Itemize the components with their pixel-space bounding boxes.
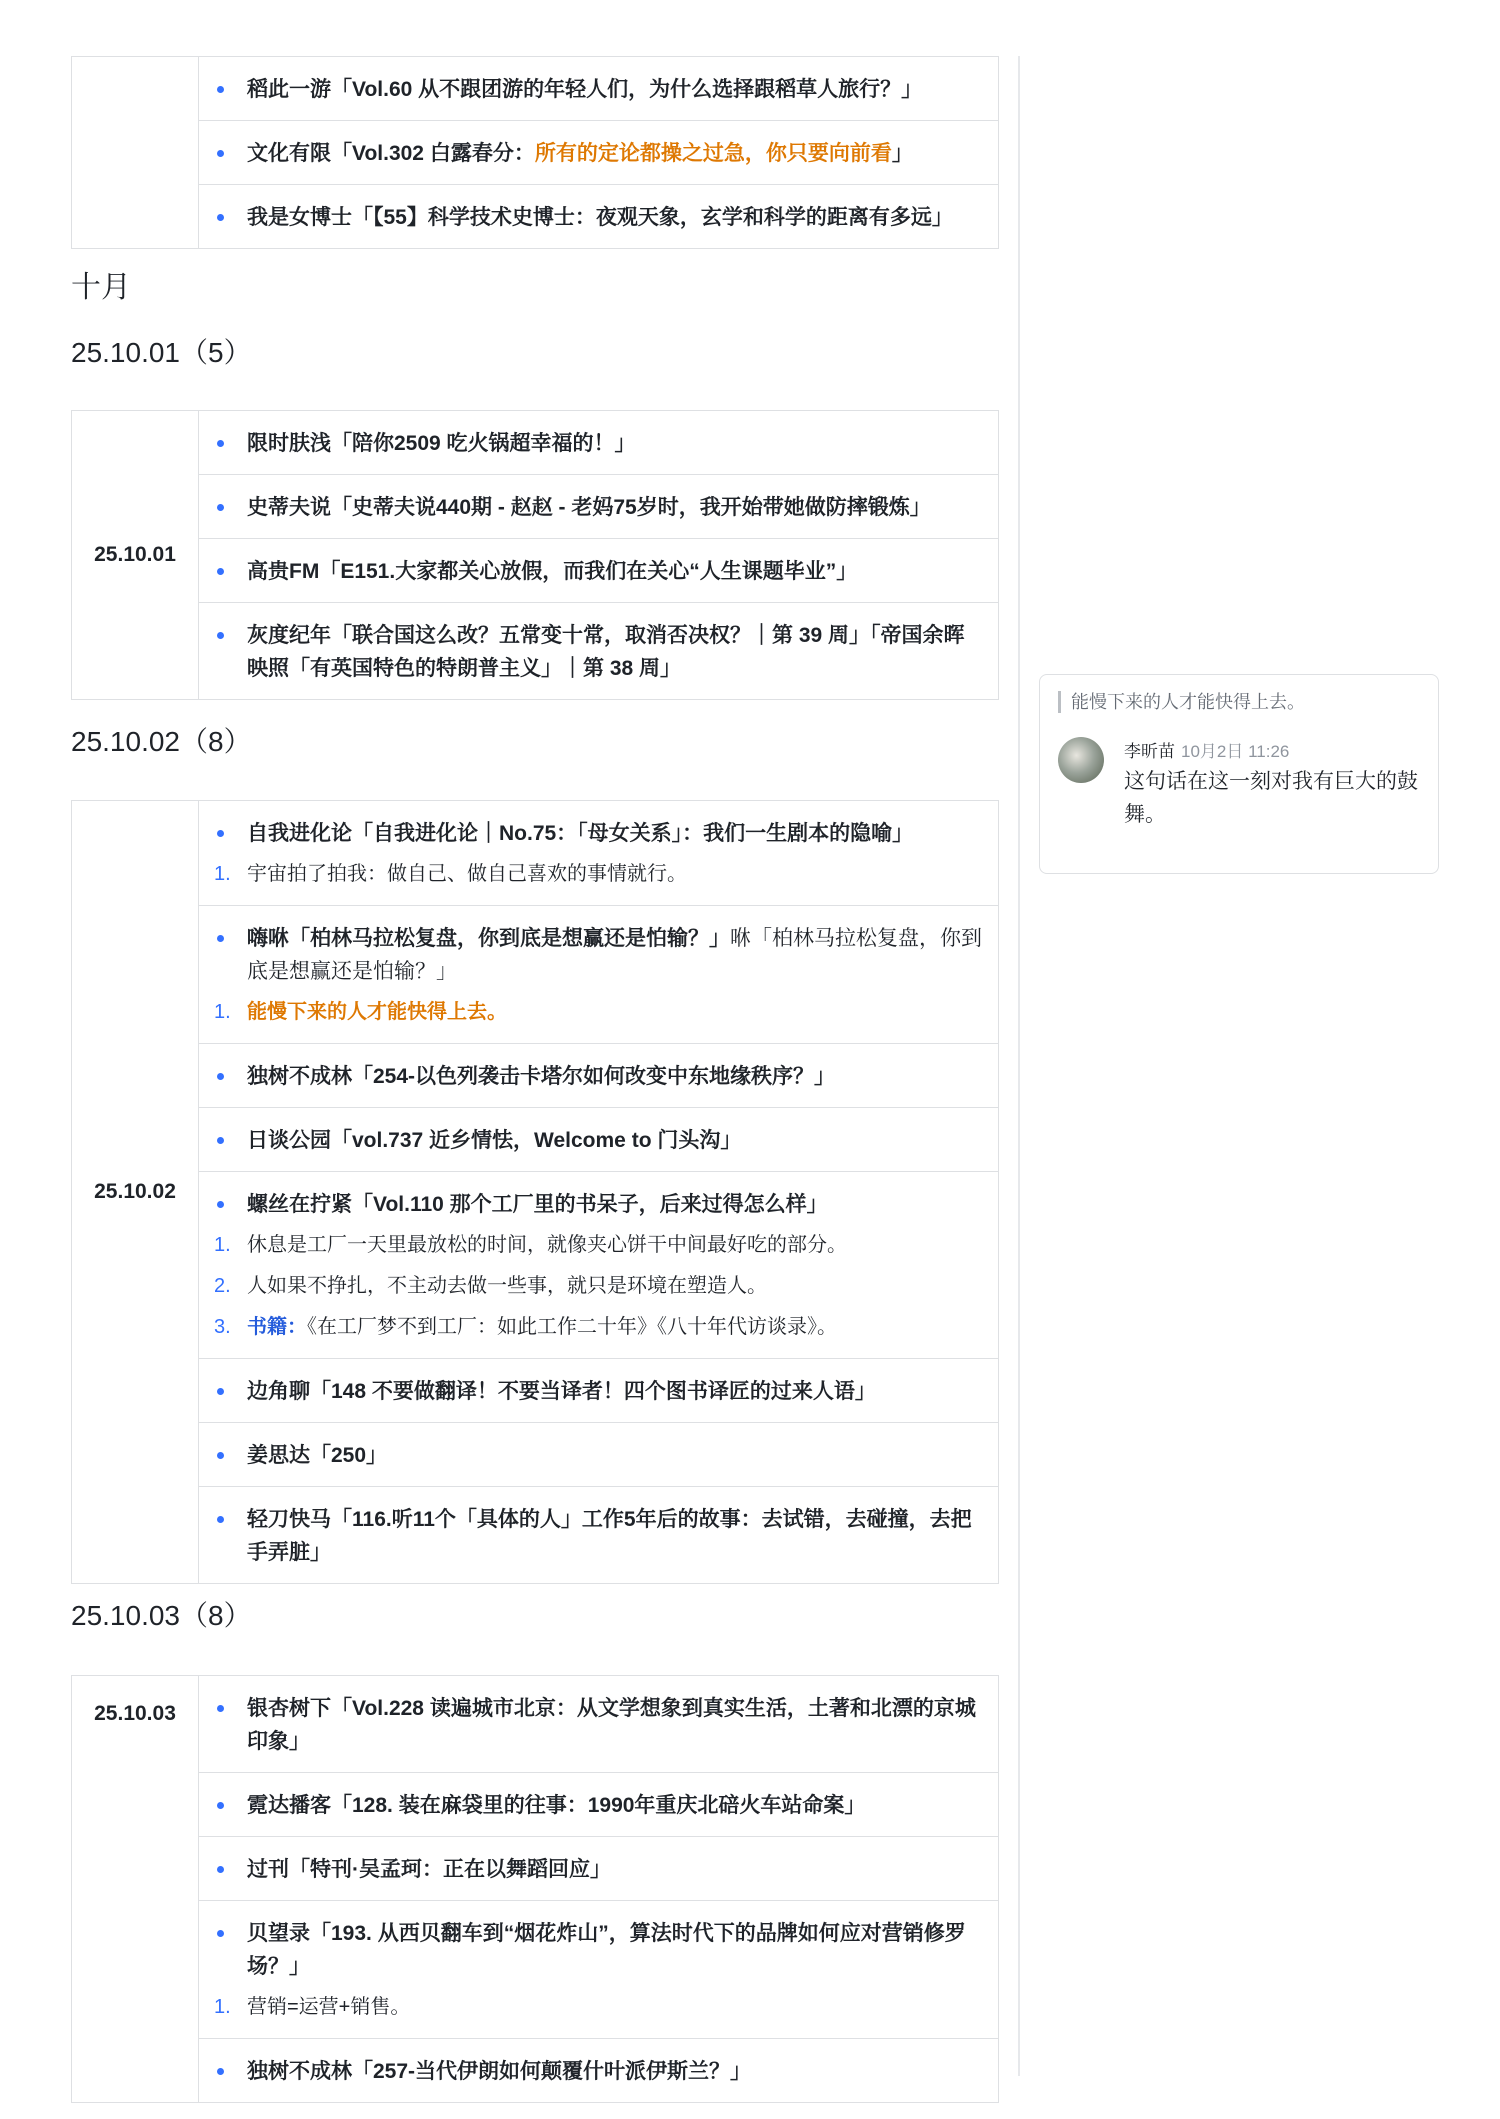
day-heading: 25.10.03（8） <box>71 1600 252 1631</box>
day-heading: 25.10.01（5） <box>71 337 252 368</box>
list-item <box>199 539 999 603</box>
list-item <box>199 1359 999 1423</box>
month-heading: 十月 <box>71 271 131 304</box>
episode-title: 银杏树下「Vol.228 读遍城市北京：从文学想象到真实生活，土著和北漂的京城印象」 <box>247 1692 982 1758</box>
episode-title: 独树不成林「254-以色列袭击卡塔尔如何改变中东地缘秩序？」 <box>247 1060 982 1093</box>
note-item: 3. 书籍：《在工厂梦不到工厂：如此工作二十年》《八十年代访谈录》。 <box>214 1316 837 1338</box>
table-september-tail <box>71 56 999 249</box>
episode-title: 灰度纪年「联合国这么改？五常变十常，取消否决权？｜第 39 周」「帝国余晖映照「有英国特色的特朗普主义」｜第 38 周」 <box>247 619 982 685</box>
list-item <box>199 906 999 1044</box>
list-item <box>199 1487 999 1584</box>
list-item <box>199 1172 999 1359</box>
episode-title: 霓达播客「128. 装在麻袋里的往事：1990年重庆北碚火车站命案」 <box>247 1789 982 1822</box>
note-item: 2. 人如果不挣扎，不主动去做一些事，就只是环境在塑造人。 <box>214 1275 767 1297</box>
list-item <box>199 475 999 539</box>
note-item: 1. 能慢下来的人才能快得上去。 <box>214 1001 507 1023</box>
note-item: 1. 营销=运营+销售。 <box>214 1996 411 2018</box>
date-cell <box>72 57 199 249</box>
episode-title: 独树不成林「257-当代伊朗如何颠覆什叶派伊斯兰？」 <box>247 2055 982 2088</box>
episode-title: 嗨咻「柏林马拉松复盘，你到底是想赢还是怕输？」咻「柏林马拉松复盘，你到底是想赢还是怕输？」 <box>247 922 982 988</box>
comment-card[interactable] <box>1039 674 1439 874</box>
list-item <box>199 121 999 185</box>
comment-author[interactable]: 李昕苗 <box>1124 742 1175 761</box>
episode-title: 高贵FM「E151.大家都关心放假，而我们在关心“人生课题毕业”」 <box>247 555 982 588</box>
list-item <box>199 1044 999 1108</box>
episode-title: 限时肤浅「陪你2509 吃火锅超幸福的！」 <box>247 427 982 460</box>
episode-title: 日谈公园「vol.737 近乡情怯，Welcome to 门头沟」 <box>247 1124 982 1157</box>
list-item <box>199 1423 999 1487</box>
avatar[interactable] <box>1058 737 1104 783</box>
comment-time: 10月2日 11:26 <box>1181 742 1290 761</box>
table-day-2 <box>71 800 999 1584</box>
episode-title: 稻此一游「Vol.60 从不跟团游的年轻人们，为什么选择跟稻草人旅行？」 <box>247 73 982 106</box>
date-cell: 25.10.01 <box>72 411 199 700</box>
episode-title: 贝望录「193. 从西贝翻车到“烟花炸山”，算法时代下的品牌如何应对营销修罗场？」 <box>247 1917 982 1983</box>
list-item <box>199 1108 999 1172</box>
day-heading: 25.10.02（8） <box>71 726 252 757</box>
list-item <box>199 411 999 475</box>
list-item <box>199 1837 999 1901</box>
episode-title: 过刊「特刊·吴孟珂：正在以舞蹈回应」 <box>247 1853 982 1886</box>
note-item: 1. 休息是工厂一天里最放松的时间，就像夹心饼干中间最好吃的部分。 <box>214 1234 847 1256</box>
list-item <box>199 2039 999 2103</box>
note-item: 1. 宇宙拍了拍我：做自己、做自己喜欢的事情就行。 <box>214 863 687 885</box>
list-item <box>199 1773 999 1837</box>
episode-title: 轻刀快马「116.听11个「具体的人」工作5年后的故事：去试错，去碰撞，去把手弄脏」 <box>247 1503 982 1569</box>
episode-title: 边角聊「148 不要做翻译！不要当译者！四个图书译匠的过来人语」 <box>247 1375 982 1408</box>
highlight-text[interactable]: 能慢下来的人才能快得上去。 <box>247 1001 507 1023</box>
comment-panel-divider <box>1018 56 1020 2076</box>
date-cell: 25.10.03 <box>72 1676 199 2103</box>
episode-title: 姜思达「250」 <box>247 1439 982 1472</box>
books-label: 书籍： <box>247 1316 307 1338</box>
list-item <box>199 1901 999 2039</box>
episode-title: 文化有限「Vol.302 白露春分：所有的定论都操之过急，你只要向前看」 <box>247 137 982 170</box>
list-item <box>199 801 999 906</box>
comment-quote: 能慢下来的人才能快得上去。 <box>1058 691 1305 713</box>
list-item <box>199 603 999 700</box>
list-item <box>199 185 999 249</box>
table-day-1 <box>71 410 999 700</box>
comment-meta <box>1124 737 1289 762</box>
comment-text: 这句话在这一刻对我有巨大的鼓舞。 <box>1124 770 1418 826</box>
list-item <box>199 57 999 121</box>
list-item <box>199 1676 999 1773</box>
episode-title: 自我进化论「自我进化论｜No.75：「母女关系」：我们一生剧本的隐喻」 <box>247 817 982 850</box>
table-day-3 <box>71 1675 999 2103</box>
episode-title: 史蒂夫说「史蒂夫说440期 - 赵赵 - 老妈75岁时，我开始带她做防摔锻炼」 <box>247 491 982 524</box>
highlight-text: 所有的定论都操之过急，你只要向前看 <box>534 142 892 165</box>
episode-title: 螺丝在拧紧「Vol.110 那个工厂里的书呆子，后来过得怎么样」 <box>247 1188 982 1221</box>
episode-title: 我是女博士「【55】科学技术史博士：夜观天象，玄学和科学的距离有多远」 <box>247 201 982 234</box>
date-cell: 25.10.02 <box>72 801 199 1584</box>
